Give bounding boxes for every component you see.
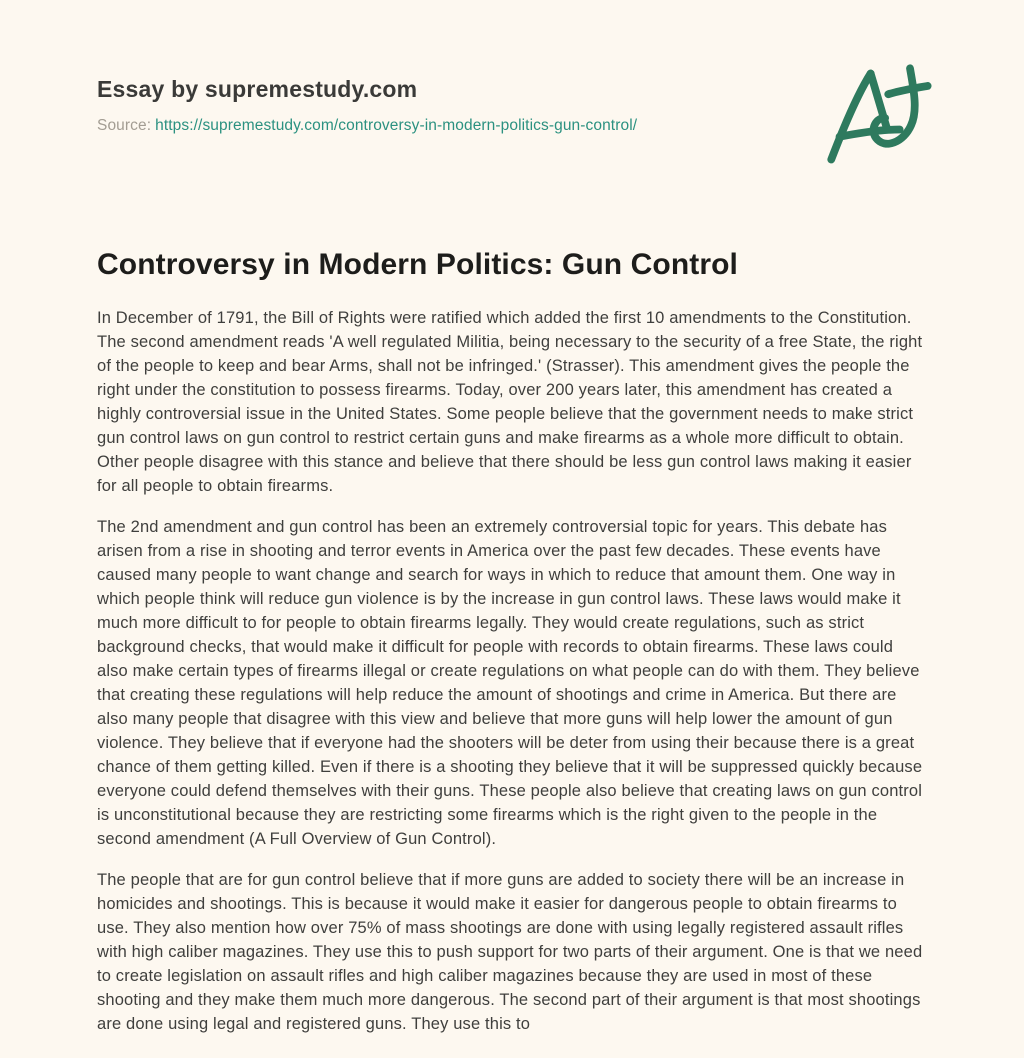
page-title: Controversy in Modern Politics: Gun Control <box>97 248 738 281</box>
source-line <box>97 117 927 135</box>
essay-paragraph-2: The 2nd amendment and gun control has been an extremely controversial topic for years. This debate has arisen from a rise in shooting and terror events in America over the past few decades. These events have caused many people to want change and search for ways in which to reduce that amount them. One way in which people think will reduce gun violence is by the increase in gun control laws. These laws would make it much more difficult to for people to obtain firearms legally. They would create regulations, such as strict background checks, that would make it difficult for people with records to obtain firearms. These laws could also make certain types of firearms illegal or create regulations on what people can do with them. They believe that creating these regulations will help reduce the amount of shootings and crime in America. But there are also many people that disagree with this view and believe that more guns will help lower the amount of gun violence. They believe that if everyone had the shooters will be deter from using their because there is a great chance of them getting killed. Even if there is a shooting they believe that it will be suppressed quickly because everyone could defend themselves with their guns. These people also believe that creating laws on gun control is unconstitutional because they are restricting some firearms which is the right given to the people in the second amendment (A Full Overview of Gun Control). <box>97 518 923 848</box>
essay-byline: Essay by supremestudy.com <box>97 76 418 102</box>
essay-paragraph-1: In December of 1791, the Bill of Rights were ratified which added the first 10 amendments to the Constitution. The second amendment reads 'A well regulated Militia, being necessary to the security of a free State, the right of the people to keep and bear Arms, shall not be infringed.' (Strasser). This amendment gives the people the right under the constitution to possess firearms. Today, over 200 years later, this amendment has created a highly controversial issue in the United States. Some people believe that the government needs to make strict gun control laws on gun control to restrict certain guns and make firearms as a whole more difficult to obtain. Other people disagree with this stance and believe that there should be less gun control laws making it easier for all people to obtain firearms. <box>97 309 923 495</box>
essay-paragraph-3: The people that are for gun control believe that if more guns are added to society there will be an increase in homicides and shootings. This is because it would make it easier for dangerous people to obtain firearms to use. They also mention how over 75% of mass shootings are done with using legally registered assault rifles with high caliber magazines. They use this to push support for two parts of their argument. One is that we need to create legislation on assault rifles and high caliber magazines because they are used in most of these shooting and they make them much more dangerous. The second part of their argument is that most shootings are done using legal and registered guns. They use this to <box>97 871 923 1033</box>
source-link[interactable]: https://supremestudy.com/controversy-in-modern-politics-gun-control/ <box>155 117 638 134</box>
essay-body <box>97 306 927 1036</box>
a-plus-logo-icon <box>824 64 938 168</box>
source-label: Source: <box>97 117 152 134</box>
